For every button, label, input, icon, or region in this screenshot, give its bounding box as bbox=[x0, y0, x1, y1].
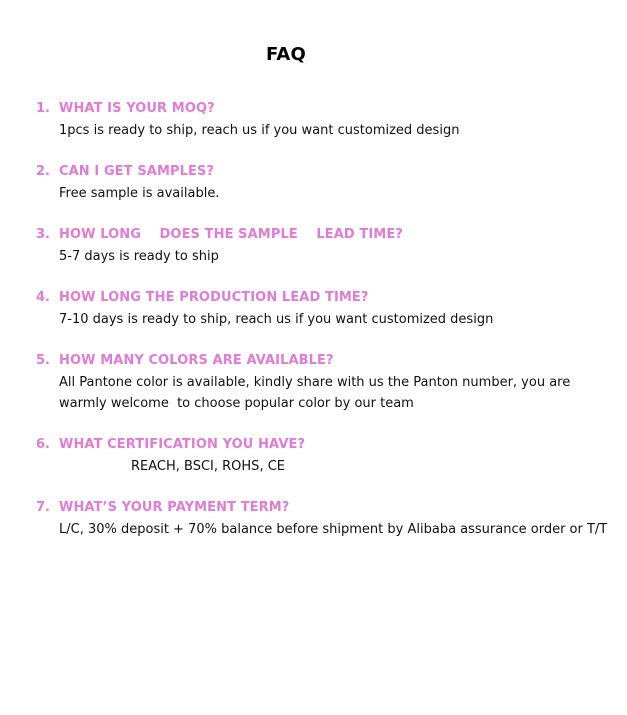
faq-question-row bbox=[36, 288, 616, 308]
faq-question: CAN I GET SAMPLES? bbox=[59, 164, 215, 179]
faq-question-row bbox=[36, 351, 616, 371]
faq-number: 7. bbox=[36, 500, 50, 515]
faq-answer: Free sample is available. bbox=[59, 186, 220, 201]
faq-item bbox=[36, 351, 616, 414]
faq-number: 1. bbox=[36, 101, 50, 116]
faq-item bbox=[36, 435, 616, 477]
faq-number: 5. bbox=[36, 353, 50, 368]
faq-question: WHAT’S YOUR PAYMENT TERM? bbox=[59, 500, 290, 515]
faq-question: HOW LONG DOES THE SAMPLE LEAD TIME? bbox=[59, 227, 403, 242]
faq-item bbox=[36, 99, 616, 141]
faq-item bbox=[36, 498, 616, 540]
faq-answer: 7-10 days is ready to ship, reach us if you want customized design bbox=[59, 312, 494, 327]
faq-item bbox=[36, 162, 616, 204]
faq-answer: All Pantone color is available, kindly share with us the Panton number, you are warmly welcome to choose popular color by our team bbox=[59, 375, 575, 411]
faq-number: 2. bbox=[36, 164, 50, 179]
page-title: FAQ bbox=[265, 44, 307, 65]
faq-answer: 1pcs is ready to ship, reach us if you want customized design bbox=[59, 123, 460, 138]
faq-question: HOW LONG THE PRODUCTION LEAD TIME? bbox=[59, 290, 369, 305]
faq-question-row bbox=[36, 498, 616, 518]
faq-number: 6. bbox=[36, 437, 50, 452]
faq-question-row bbox=[36, 435, 616, 455]
faq-question: HOW MANY COLORS ARE AVAILABLE? bbox=[59, 353, 334, 368]
faq-answer: 5-7 days is ready to ship bbox=[59, 249, 219, 264]
faq-item bbox=[36, 288, 616, 330]
faq-number: 4. bbox=[36, 290, 50, 305]
faq-list bbox=[36, 99, 616, 561]
faq-question: WHAT CERTIFICATION YOU HAVE? bbox=[59, 437, 306, 452]
faq-number: 3. bbox=[36, 227, 50, 242]
faq-answer: L/C, 30% deposit + 70% balance before shipment by Alibaba assurance order or T/T bbox=[59, 522, 608, 537]
faq-question-row bbox=[36, 162, 616, 182]
faq-question-row bbox=[36, 225, 616, 245]
faq-answer: REACH, BSCI, ROHS, CE bbox=[131, 459, 285, 474]
faq-question-row bbox=[36, 99, 616, 119]
faq-question: WHAT IS YOUR MOQ? bbox=[59, 101, 215, 116]
faq-item bbox=[36, 225, 616, 267]
